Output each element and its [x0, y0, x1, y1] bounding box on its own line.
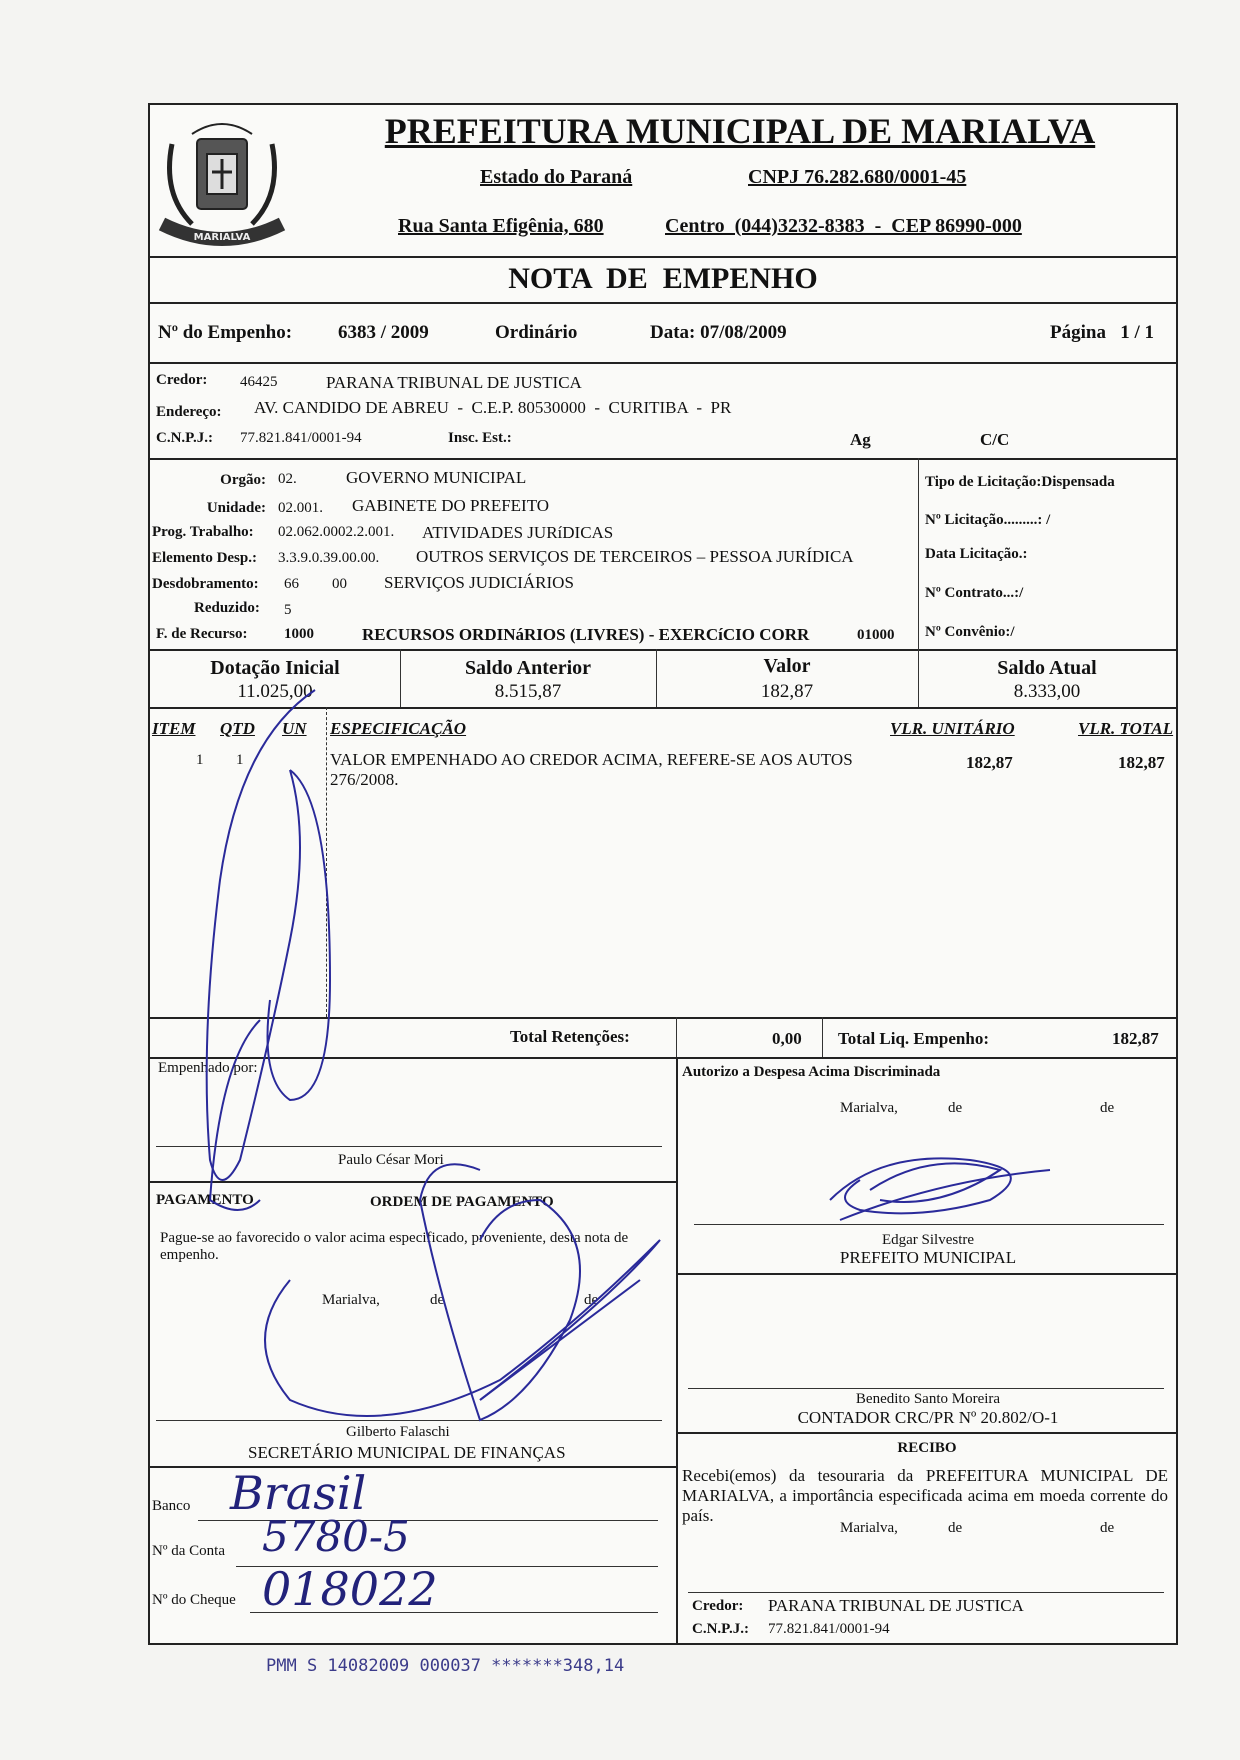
recibo-text: Recebi(emos) da tesouraria da PREFEITURA MUNICIPAL DE MARIALVA, a importância especificada acima em moeda corrente do país.: [682, 1466, 1168, 1525]
numero-licitacao: Nº Licitação.........: /: [925, 512, 1051, 528]
valor-value: 182,87: [760, 681, 814, 702]
conta-label: Nº da Conta: [152, 1543, 225, 1559]
liquido-label: Total Liq. Empenho:: [838, 1029, 989, 1048]
empenho-type: Ordinário: [495, 322, 578, 343]
empenho-number-label: Nº do Empenho:: [158, 322, 293, 343]
secretario-name: Gilberto Falaschi: [346, 1424, 450, 1440]
ordem-pagamento-label: ORDEM DE PAGAMENTO: [370, 1194, 554, 1210]
dotacao-label: Dotação Inicial: [210, 657, 340, 679]
coat-of-arms-icon: [152, 104, 292, 254]
payment-stamp: PMM S 14082009 000037 *******348,14: [266, 1656, 625, 1676]
credor-label: Credor:: [156, 372, 208, 388]
credor-cnpj: 77.821.841/0001-94: [240, 430, 362, 446]
recurso-name: RECURSOS ORDINáRIOS (LIVRES) - EXERCíCIO CORR: [362, 625, 810, 644]
liquido-value: 182,87: [1112, 1029, 1159, 1048]
recibo-de2: de: [1100, 1520, 1115, 1536]
credor-address: AV. CANDIDO DE ABREU - C.E.P. 80530000 - CURITIBA - PR: [254, 398, 732, 417]
banco-value: Brasil: [230, 1466, 367, 1520]
desdobramento-code-a: 66: [284, 576, 299, 592]
cnpj-field-label: C.N.P.J.:: [156, 430, 213, 446]
prefeito-name: Edgar Silvestre: [881, 1232, 975, 1248]
orgao-label: Orgão:: [220, 472, 266, 488]
cheque-label: Nº do Cheque: [152, 1592, 236, 1608]
recurso-code2: 01000: [857, 627, 895, 643]
orgao-code: 02.: [278, 471, 297, 487]
col-un-header: UN: [282, 719, 307, 738]
saldo-atual-value: 8.333,00: [1013, 681, 1081, 702]
recibo-de1: de: [948, 1520, 963, 1536]
svg-text:MARIALVA: MARIALVA: [193, 232, 251, 243]
autorizo-label: Autorizo a Despesa Acima Discriminada: [682, 1064, 941, 1080]
recibo-credor-label: Credor:: [692, 1598, 744, 1614]
elemento-name: OUTROS SERVIÇOS DE TERCEIROS – PESSOA JURÍDICA: [416, 547, 854, 566]
district-phone: Centro (044)3232-8383 - CEP 86990-000: [665, 215, 1022, 237]
valor-label: Valor: [763, 655, 811, 677]
saldo-anterior-value: 8.515,87: [494, 681, 562, 702]
conta-value: 5780-5: [262, 1512, 410, 1561]
numero-contrato: Nº Contrato...:/: [925, 585, 1024, 601]
recibo-cnpj-value: 77.821.841/0001-94: [768, 1621, 890, 1637]
saldo-anterior-label: Saldo Anterior: [464, 657, 592, 679]
pagamento-de1: de: [430, 1292, 445, 1308]
state-label: Estado do Paraná: [480, 166, 633, 188]
autorizo-de2: de: [1100, 1100, 1115, 1116]
col-total-header: VLR. TOTAL: [1078, 719, 1174, 738]
numero-convenio: Nº Convênio:/: [925, 624, 1015, 640]
item-espec: VALOR EMPENHADO AO CREDOR ACIMA, REFERE-SE AOS AUTOS: [330, 750, 853, 769]
unidade-code: 02.001.: [278, 500, 323, 516]
tipo-licitacao: Tipo de Licitação:Dispensada: [925, 474, 1115, 490]
address-field-label: Endereço:: [156, 404, 222, 420]
desdobramento-label: Desdobramento:: [152, 576, 259, 592]
pagamento-label: PAGAMENTO: [156, 1192, 254, 1208]
col-unit-header: VLR. UNITÁRIO: [890, 719, 1015, 738]
pagamento-city: Marialva,: [322, 1292, 380, 1308]
prog-name: ATIVIDADES JURíDICAS: [422, 523, 614, 542]
pague-text: Pague-se ao favorecido o valor acima especificado, proveniente, desta nota de empenho.: [160, 1230, 629, 1263]
secretario-title: SECRETÁRIO MUNICIPAL DE FINANÇAS: [248, 1443, 566, 1462]
ag-label: Ag: [850, 430, 871, 449]
autorizo-de1: de: [948, 1100, 963, 1116]
recibo-city: Marialva,: [840, 1520, 898, 1536]
unidade-label: Unidade:: [206, 500, 266, 516]
empenhado-name: Paulo César Mori: [338, 1152, 444, 1168]
page-number: Página 1 / 1: [1050, 322, 1154, 343]
data-licitacao: Data Licitação.:: [925, 546, 1028, 562]
recibo-cnpj-label: C.N.P.J.:: [692, 1621, 749, 1637]
orgao-name: GOVERNO MUNICIPAL: [346, 468, 527, 487]
autorizo-city: Marialva,: [840, 1100, 898, 1116]
desdobramento-code-b: 00: [332, 576, 347, 592]
item-qtd: 1: [236, 752, 244, 768]
item-total-value: 182,87: [1118, 753, 1165, 772]
prog-label: Prog. Trabalho:: [152, 524, 254, 540]
recurso-code: 1000: [284, 626, 314, 642]
desdobramento-name: SERVIÇOS JUDICIÁRIOS: [384, 573, 574, 592]
banco-label: Banco: [152, 1498, 191, 1514]
col-espec-header: ESPECIFICAÇÃO: [330, 719, 467, 738]
cheque-value: 018022: [262, 1562, 438, 1616]
pagamento-de2: de: [584, 1292, 599, 1308]
prefeito-title: PREFEITO MUNICIPAL: [839, 1248, 1017, 1267]
dotacao-value: 11.025,00: [237, 681, 313, 702]
reduzido-label: Reduzido:: [194, 600, 260, 616]
retencoes-value: 0,00: [772, 1029, 802, 1048]
address-label: Rua Santa Efigênia, 680: [398, 215, 604, 237]
recibo-label: RECIBO: [897, 1440, 957, 1456]
contador-name: Benedito Santo Moreira: [855, 1391, 1001, 1407]
cc-label: C/C: [980, 430, 1010, 449]
item-unit-value: 182,87: [966, 753, 1013, 772]
document-title: NOTA DE EMPENHO: [508, 262, 818, 295]
cnpj-label: CNPJ 76.282.680/0001-45: [748, 166, 967, 188]
item-number: 1: [196, 752, 204, 768]
credor-code: 46425: [240, 374, 278, 390]
page-title: PREFEITURA MUNICIPAL DE MARIALVA: [384, 111, 1096, 151]
empenho-number: 6383 / 2009: [338, 322, 429, 343]
saldo-atual-label: Saldo Atual: [997, 657, 1097, 679]
recurso-label: F. de Recurso:: [156, 626, 248, 642]
credor-name: PARANA TRIBUNAL DE JUSTICA: [326, 373, 582, 392]
prog-code: 02.062.0002.2.001.: [278, 524, 395, 540]
unidade-name: GABINETE DO PREFEITO: [352, 496, 550, 515]
empenho-date: Data: 07/08/2009: [650, 322, 787, 343]
item-espec-line2: 276/2008.: [330, 770, 399, 789]
elemento-code: 3.3.9.0.39.00.00.: [278, 550, 380, 566]
col-qtd-header: QTD: [220, 719, 255, 738]
retencoes-label: Total Retenções:: [510, 1027, 630, 1046]
elemento-label: Elemento Desp.:: [152, 550, 257, 566]
col-item-header: ITEM: [152, 719, 196, 738]
recibo-credor-name: PARANA TRIBUNAL DE JUSTICA: [768, 1596, 1024, 1615]
reduzido-value: 5: [284, 602, 292, 618]
empenhado-label: Empenhado por:: [158, 1060, 258, 1076]
insc-label: Insc. Est.:: [448, 430, 512, 446]
contador-title: CONTADOR CRC/PR Nº 20.802/O-1: [797, 1408, 1059, 1427]
